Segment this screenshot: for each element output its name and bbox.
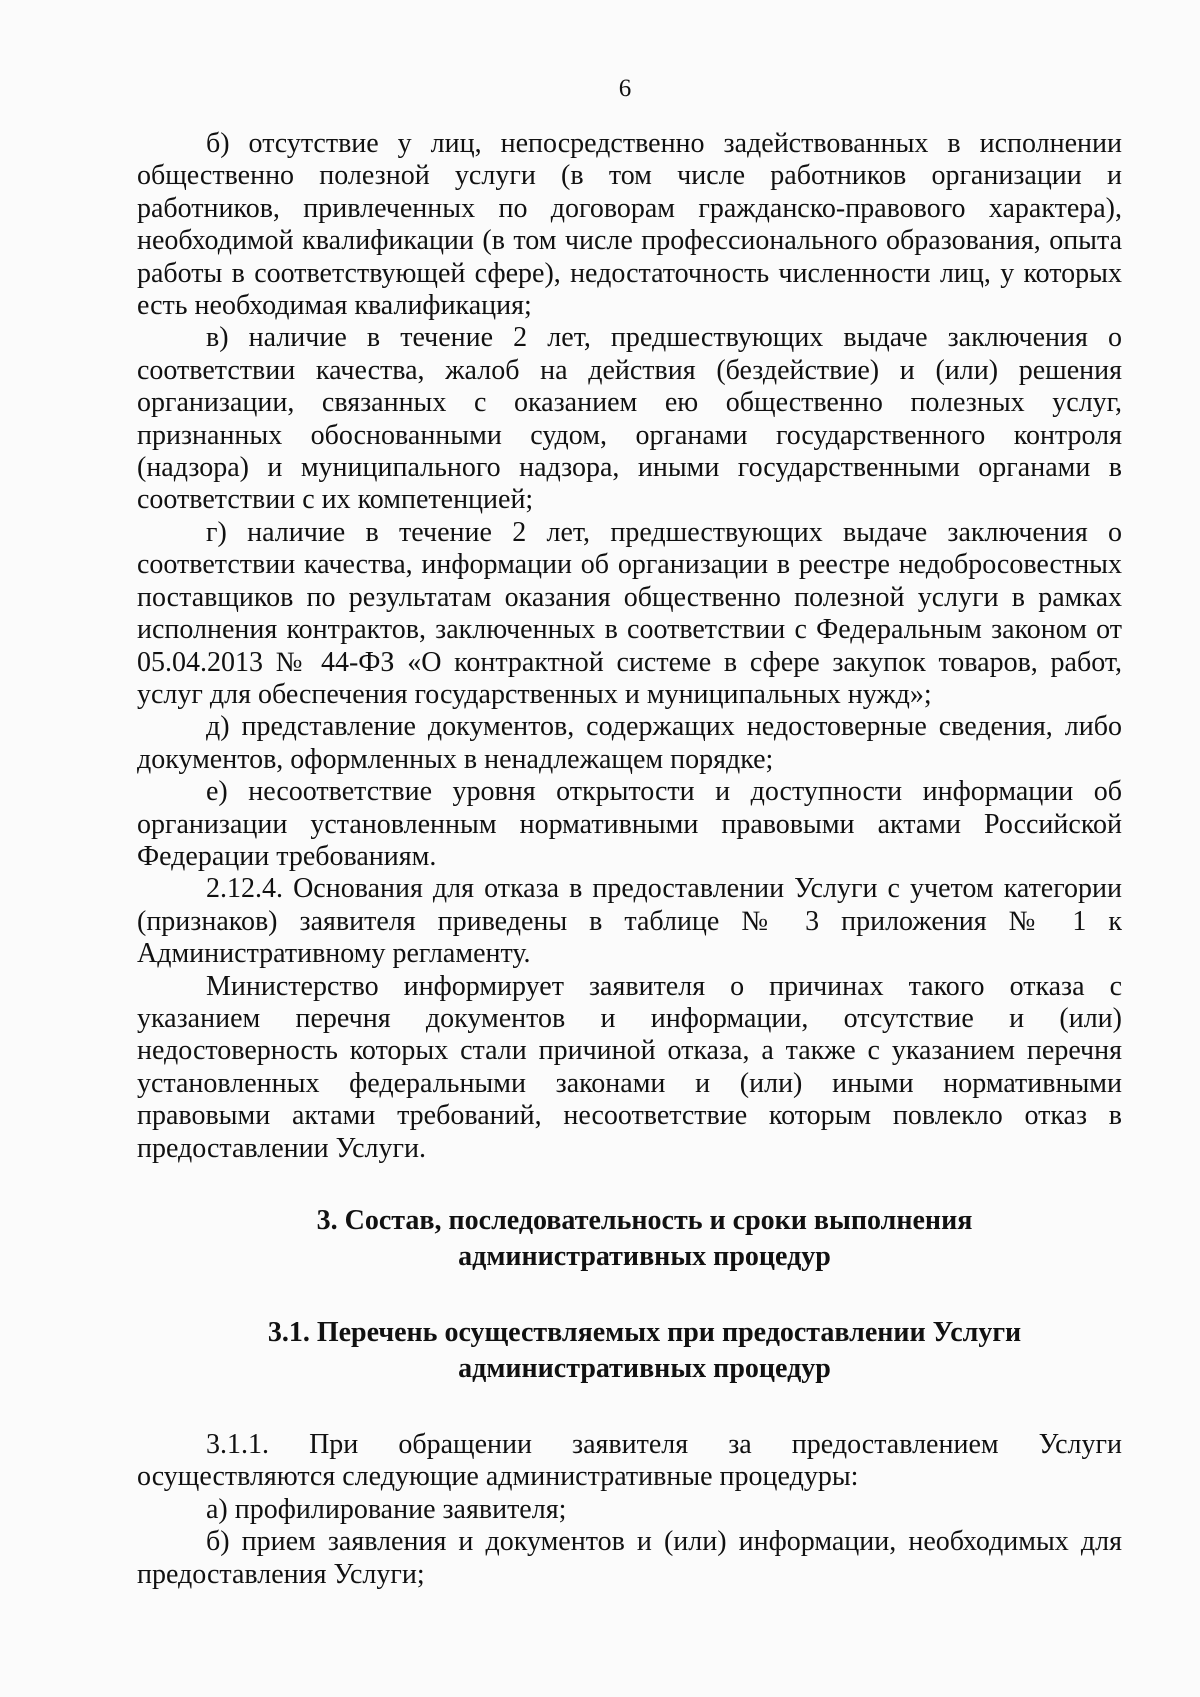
paragraph-item-d: д) представление документов, содержащих недостоверные сведения, либо документов, оформленных в ненадлежащем порядке; (137, 711, 1122, 775)
paragraph-item-v: в) наличие в течение 2 лет, предшествующих выдаче заключения о соответствии качества, жалоб на действия (бездействие) и (или) решения организации, связанных с оказанием ею общественно полезных услуг, признанных обоснованными судом, органами государственного контроля (надзора) и муниципального надзора, иными государственными органами в соответствии с их компетенцией; (137, 322, 1122, 516)
paragraph-item-b: б) отсутствие у лиц, непосредственно задействованных в исполнении общественно полезной услуги (в том числе работников организации и работников, привлеченных по договорам гражданско-правового характера), необходимой квалификации (в том числе профессионального образования, опыта работы в соответствующей сфере), недостаточность численности лиц, у которых есть необходимая квалификация; (137, 128, 1122, 322)
paragraph-3-1-1: 3.1.1. При обращении заявителя за предоставлением Услуги осуществляются следующие административные процедуры: (137, 1429, 1122, 1493)
paragraph-item-e: е) несоответствие уровня открытости и доступности информации об организации установленным нормативными правовыми актами Российской Федерации требованиям. (137, 776, 1122, 872)
page-number: 6 (618, 75, 632, 102)
paragraph-2-12-4: 2.12.4. Основания для отказа в предоставлении Услуги с учетом категории (признаков) заявителя приведены в таблице № 3 приложения № 1 к Административному регламенту. (137, 873, 1122, 970)
paragraph-ministry-informs: Министерство информирует заявителя о причинах такого отказа с указанием перечня документов и информации, отсутствие и (или) недостоверность которых стали причиной отказа, а также с указанием перечня установленных федеральными законами и (или) иными нормативными правовыми актами требований, несоответствие которым повлекло отказ в предоставлении Услуги. (137, 970, 1122, 1164)
section-3-heading (137, 1203, 1122, 1275)
paragraph-item-g: г) наличие в течение 2 лет, предшествующих выдаче заключения о соответствии качества, информации об организации в реестре недобросовестных поставщиков по результатам оказания общественно полезной услуги в рамках исполнения контрактов, заключенных в соответствии с Федеральным законом от 05.04.2013 № 44-ФЗ «О контрактной системе в сфере закупок товаров, работ, услуг для обеспечения государственных и муниципальных нужд»; (137, 516, 1122, 710)
section-3-1-heading-line1: 3.1. Перечень осуществляемых при предоставлении Услуги (267, 1317, 1022, 1348)
document-body (137, 128, 1122, 1591)
paragraph-list-a: а) профилирование заявителя; (206, 1493, 567, 1525)
section-3-1-heading-line2: административных процедур (458, 1353, 831, 1384)
section-3-1-heading (137, 1315, 1122, 1387)
section-3-heading-line1: 3. Состав, последовательность и сроки выполнения (316, 1205, 973, 1236)
section-3-heading-line2: административных процедур (458, 1241, 831, 1272)
paragraph-list-b: б) прием заявления и документов и (или) информации, необходимых для предоставления Услуги; (137, 1526, 1122, 1590)
